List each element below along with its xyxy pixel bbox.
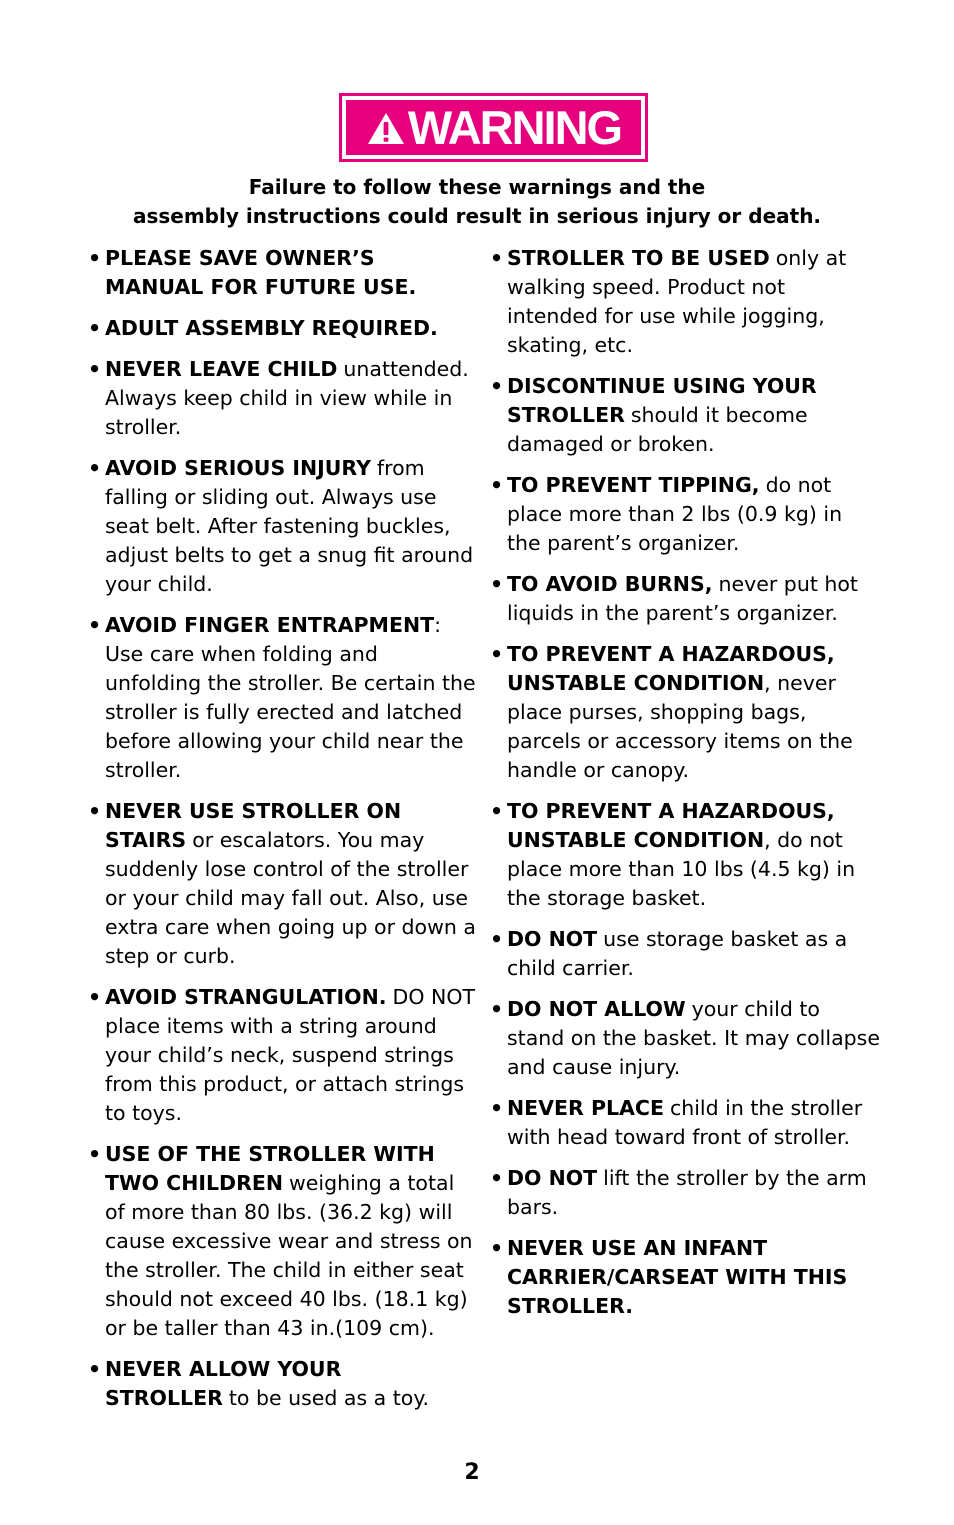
bullet-mark: • [490, 642, 504, 666]
warning-item [490, 471, 882, 558]
warning-heading: DISCONTINUE USING YOUR STROLLER [507, 374, 817, 427]
warning-heading: AVOID SERIOUS INJURY [105, 456, 371, 480]
warning-heading: TO AVOID BURNS, [507, 572, 713, 596]
warning-heading: NEVER USE AN INFANT CARRIER/CARSEAT WITH THIS STROLLER. [507, 1236, 848, 1318]
warning-heading: USE OF THE STROLLER WITH TWO CHILDREN [105, 1142, 435, 1195]
warning-text: unattended. Always keep child in view while in stroller. [105, 357, 469, 439]
warning-text: should it become damaged or broken. [507, 403, 808, 456]
warning-item [490, 570, 882, 628]
warning-triangle-icon [366, 111, 406, 146]
warning-heading: PLEASE SAVE OWNER’S MANUAL FOR FUTURE USE. [105, 246, 417, 299]
bullet-mark: • [88, 316, 102, 340]
warning-text: lift the stroller by the arm bars. [507, 1166, 867, 1219]
warning-heading: ADULT ASSEMBLY REQUIRED. [105, 316, 438, 340]
warning-heading: STROLLER TO BE USED [507, 246, 770, 270]
warning-item [490, 1094, 882, 1152]
warning-text: , do not place more than 10 lbs (4.5 kg) in the storage basket. [507, 828, 856, 910]
warning-heading: DO NOT [507, 1166, 598, 1190]
bullet-mark: • [490, 473, 504, 497]
bullet-mark: • [490, 1096, 504, 1120]
warning-heading: AVOID STRANGULATION. [105, 985, 387, 1009]
bullet-mark: • [88, 246, 102, 270]
bullet-mark: • [490, 927, 504, 951]
intro-line-2: assembly instructions could result in serious injury or death. [132, 204, 822, 228]
warning-item [88, 611, 478, 785]
warning-heading: DO NOT ALLOW [507, 997, 686, 1021]
warning-heading: NEVER USE STROLLER ON STAIRS [105, 799, 402, 852]
bullet-mark: • [88, 1142, 102, 1166]
warning-item [490, 1234, 882, 1321]
warning-text: DO NOT place items with a string around your child’s neck, suspend strings from this product, or attach strings to toys. [105, 985, 475, 1125]
bullet-mark: • [490, 374, 504, 398]
warning-item [88, 983, 478, 1128]
warning-heading: NEVER ALLOW YOUR STROLLER [105, 1357, 342, 1410]
warning-text: , never place purses, shopping bags, parcels or accessory items on the handle or canopy. [507, 671, 853, 782]
warning-text: only at walking speed. Product not intended for use while jogging, skating, etc. [507, 246, 847, 357]
bullet-mark: • [88, 985, 102, 1009]
intro-line-1: Failure to follow these warnings and the [248, 175, 706, 199]
warning-title: WARNING [407, 101, 622, 154]
bullet-mark: • [88, 613, 102, 637]
warnings-left-column [88, 244, 478, 1425]
warning-item [88, 1140, 478, 1343]
warning-text: your child to stand on the basket. It may collapse and cause injury. [507, 997, 880, 1079]
bullet-mark: • [88, 799, 102, 823]
warning-item [490, 244, 882, 360]
page-number: 2 [464, 1460, 480, 1485]
warning-item [88, 244, 478, 302]
bullet-mark: • [490, 572, 504, 596]
warning-item [88, 314, 478, 343]
bullet-mark: • [88, 357, 102, 381]
warning-text: use storage basket as a child carrier. [507, 927, 848, 980]
warning-heading: NEVER PLACE [507, 1096, 664, 1120]
bullet-mark: • [88, 1357, 102, 1381]
bullet-mark: • [490, 1236, 504, 1260]
warning-item [490, 640, 882, 785]
bullet-mark: • [490, 246, 504, 270]
intro-statement [60, 173, 894, 231]
warning-item [88, 454, 478, 599]
warning-heading: AVOID FINGER ENTRAPMENT [105, 613, 435, 637]
warning-text: : Use care when folding and unfolding the stroller. Be certain the stroller is fully erected and latched before allowing your child near the stroller. [105, 613, 476, 782]
warning-item [490, 797, 882, 913]
warning-heading: DO NOT [507, 927, 598, 951]
warnings-right-column [490, 244, 882, 1333]
warning-banner [339, 93, 648, 162]
warning-item [88, 355, 478, 442]
warning-heading: NEVER LEAVE CHILD [105, 357, 338, 381]
warning-item [490, 372, 882, 459]
warning-item [490, 995, 882, 1082]
bullet-mark: • [490, 1166, 504, 1190]
warning-item [88, 797, 478, 971]
warning-text: never put hot liquids in the parent’s organizer. [507, 572, 858, 625]
warning-item [88, 1355, 478, 1413]
warning-text: from falling or sliding out. Always use seat belt. After fastening buckles, adjust belts to get a snug fit around your child. [105, 456, 474, 596]
warning-text: do not place more than 2 lbs (0.9 kg) in the parent’s organizer. [507, 473, 843, 555]
warning-heading: TO PREVENT A HAZARDOUS, UNSTABLE CONDITION [507, 642, 835, 695]
bullet-mark: • [88, 456, 102, 480]
warning-text: weighing a total of more than 80 lbs. (36.2 kg) will cause excessive wear and stress on the stroller. The child in either seat should not exceed 40 lbs. (18.1 kg) or be taller than 43 in.(109 cm). [105, 1171, 473, 1340]
warning-text: or escalators. You may suddenly lose control of the stroller or your child may fall out. Also, use extra care when going up or down a step or curb. [105, 828, 476, 968]
warning-banner-fill [346, 100, 641, 155]
bullet-mark: • [490, 799, 504, 823]
warning-item [490, 1164, 882, 1222]
warning-heading: TO PREVENT A HAZARDOUS, UNSTABLE CONDITION [507, 799, 835, 852]
warning-item [490, 925, 882, 983]
warning-text: to be used as a toy. [228, 1386, 430, 1410]
warning-text: child in the stroller with head toward front of stroller. [507, 1096, 863, 1149]
warning-heading: TO PREVENT TIPPING, [507, 473, 760, 497]
bullet-mark: • [490, 997, 504, 1021]
